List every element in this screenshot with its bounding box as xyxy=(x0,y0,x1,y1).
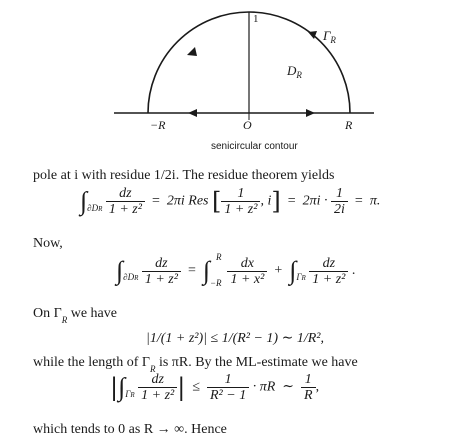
text-line-residue: pole at i with residue 1/2i. The residue theorem yields xyxy=(33,168,335,183)
semicircular-contour-figure xyxy=(0,0,474,160)
label-gamma: $\Gamma_R$ xyxy=(323,28,336,45)
equation-ml-estimate: $|\int_{\Gamma R}$ $\frac{dz}{\text{1 + z²}}$ | ≤ $\frac{1}{\text{R² − 1}}$ · πR ∼ $\frac{1}{R}$ , xyxy=(110,372,320,403)
label-domain: $D_R$ xyxy=(287,63,302,80)
text-on-gamma: On $\Gamma_R$ we have xyxy=(33,306,117,325)
text-length-line: while the length of $\Gamma_R$ is πR. By the ML-estimate we have xyxy=(33,355,358,374)
text-last-line: which tends to 0 as R → ∞. Hence xyxy=(33,422,227,437)
label-origin: O xyxy=(243,118,252,132)
text-now: Now, xyxy=(33,236,63,251)
equation-residue-theorem: $\int_{\partial DR}$ $\frac{dz}{\text{1 + z²}}$ = 2πi Res [ $\frac{1}{\text{1 + z²}}$ , i] = 2πi · $\frac{1}{2i}$ = π. xyxy=(80,186,381,217)
equation-split-integral: $\int_{\partial DR}$ $\frac{dz}{\text{1 + z²}}$ = ∫ R −R $\frac{dx}{\text{1 + x²}}$ + $\int_{\Gamma R}$ $\frac{dz}{\text{1 + z²}}$ . xyxy=(116,252,356,288)
axis-arrow-left-icon xyxy=(188,109,197,117)
label-one: 1 xyxy=(253,13,259,25)
arc-arrow-left-icon xyxy=(187,47,197,56)
equation-bound: |1/(1 + z²)| ≤ 1/(R² − 1) ∼ 1/R², xyxy=(146,331,324,346)
figure-caption: senicircular contour xyxy=(211,141,298,152)
label-r: R xyxy=(345,118,353,132)
axis-arrow-right-icon xyxy=(306,109,315,117)
label-neg-r: −R xyxy=(150,118,166,132)
